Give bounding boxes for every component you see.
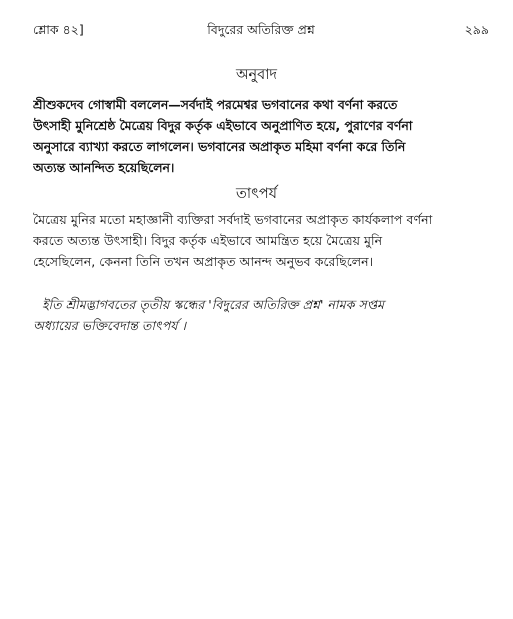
translation-line: উৎসাহী মুনিশ্রেষ্ঠ মৈত্রেয় বিদুর কর্তৃক এইভাবে অনুপ্রাণিত হয়ে, পুরাণের বর্ণনা bbox=[33, 118, 413, 133]
closing-line: ইতি শ্রীমদ্ভাগবতের তৃতীয় স্কন্ধের 'বিদুরের অতিরিক্ত প্রশ্ন' নামক সপ্তম bbox=[42, 297, 385, 312]
translation-line: অনুসারে ব্যাখ্যা করতে লাগলেন। ভগবানের অপ্রাকৃত মহিমা বর্ণনা করে তিনি bbox=[33, 139, 406, 154]
purport-line: হেসেছিলেন, কেননা তিনি তখন অপ্রাকৃত আনন্দ অনুভব করেছিলেন। bbox=[33, 254, 374, 269]
page-number: ২৯৯ bbox=[464, 22, 489, 37]
verse-reference: শ্লোক ৪২] bbox=[33, 22, 84, 37]
purport-heading: তাৎপর্য bbox=[235, 186, 278, 202]
running-header bbox=[33, 22, 489, 44]
purport-line: করতে অত্যন্ত উৎসাহী। বিদুর কর্তৃক এইভাবে আমন্ত্রিত হয়ে মৈত্রেয় মুনি bbox=[33, 233, 383, 248]
translation-line: অত্যন্ত আনন্দিত হয়েছিলেন। bbox=[33, 160, 175, 175]
purport-line: মৈত্রেয় মুনির মতো মহাজ্ঞানী ব্যক্তিরা সর্বদাই ভগবানের অপ্রাকৃত কার্যকলাপ বর্ণনা bbox=[33, 212, 433, 227]
closing-line: অধ্যায়ের ভক্তিবেদান্ত তাৎপর্য । bbox=[33, 318, 187, 333]
translation-heading: অনুবাদ bbox=[235, 67, 278, 83]
chapter-title: বিদুরের অতিরিক্ত প্রশ্ন bbox=[207, 22, 315, 37]
translation-line: শ্রীশুকদেব গোস্বামী বললেন—সর্বদাই পরমেশ্বর ভগবানের কথা বর্ণনা করতে bbox=[33, 97, 398, 112]
